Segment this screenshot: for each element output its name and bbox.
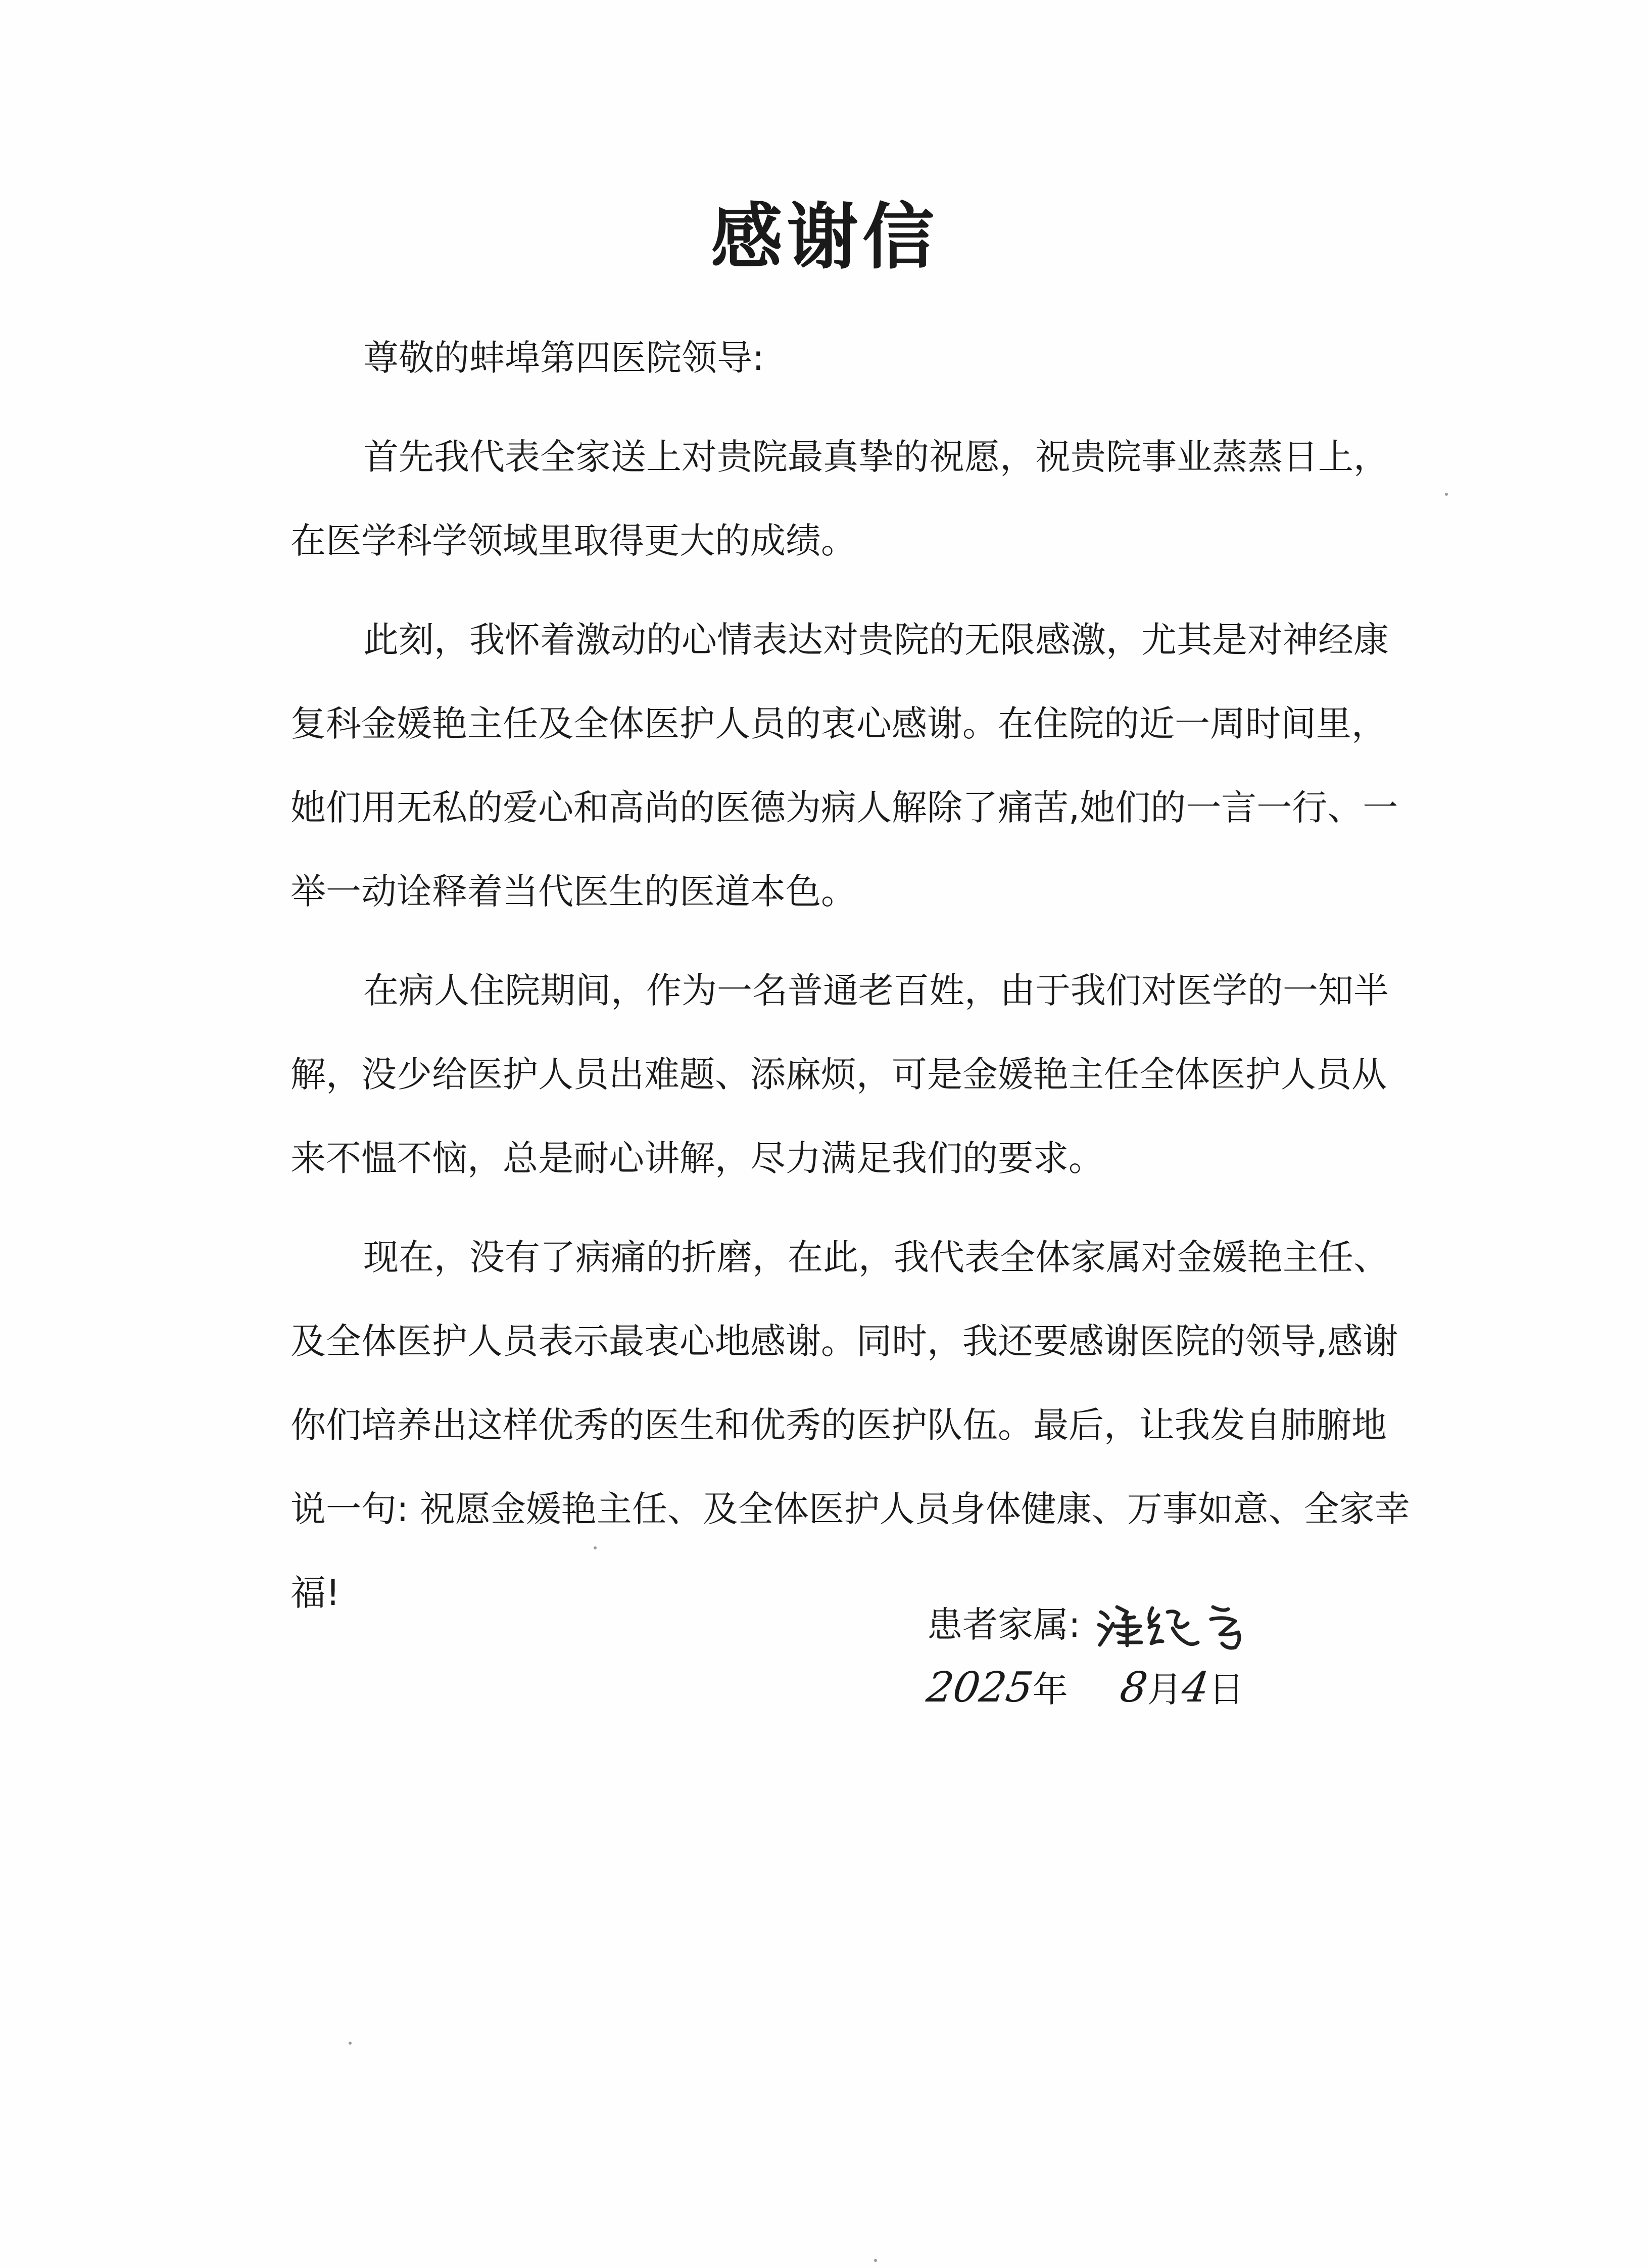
paragraph-2: 此刻，我怀着激动的心情表达对贵院的无限感激，尤其是对神经康复科金媛艳主任及全体医护人员的衷心感谢。在住院的近一周时间里，她们用无私的爱心和高尚的医德为病人解除了痛苦,她们的一言一行、一举一动诠释着当代医生的医道本色。 (290, 619, 1398, 912)
signature-label: 患者家属: (927, 1604, 1081, 1645)
scan-speck (349, 2042, 352, 2045)
handwritten-signature (1097, 1597, 1258, 1652)
letter-body (290, 316, 1417, 1650)
paragraph-4: 现在，没有了病痛的折磨，在此，我代表全体家属对金媛艳主任、及全体医护人员表示最衷心地感谢。同时，我还要感谢医院的领导,感谢你们培养出这样优秀的医生和优秀的医护队伍。最后，让我发自肺腑地说一句: 祝愿金媛艳主任、及全体医护人员身体健康、万事如意、全家幸福! (290, 1237, 1410, 1614)
date-month-suffix: 月 (1147, 1669, 1183, 1710)
paragraph-3: 在病人住院期间，作为一名普通老百姓，由于我们对医学的一知半解，没少给医护人员出难题、添麻烦，可是金媛艳主任全体医护人员从来不愠不恼，总是耐心讲解，尽力满足我们的要求。 (290, 970, 1389, 1179)
date-row (924, 1663, 1258, 1733)
date-day: 4 (1179, 1664, 1212, 1712)
signature-row (927, 1597, 1258, 1658)
salutation: 尊敬的蚌埠第四医院领导: (363, 337, 764, 379)
date-year-suffix: 年 (1032, 1669, 1068, 1710)
scan-speck (594, 1546, 597, 1549)
scan-speck (874, 2259, 877, 2262)
date-month: 8 (1117, 1664, 1151, 1712)
paragraph-1: 首先我代表全家送上对贵院最真挚的祝愿，祝贵院事业蒸蒸日上，在医学科学领域里取得更大的成绩。 (290, 436, 1389, 561)
scan-speck (1445, 493, 1448, 496)
signature-block (924, 1597, 1258, 1733)
date-day-suffix: 日 (1208, 1669, 1244, 1710)
date-year: 2025 (924, 1664, 1036, 1712)
letter-title: 感谢信 (711, 196, 938, 279)
